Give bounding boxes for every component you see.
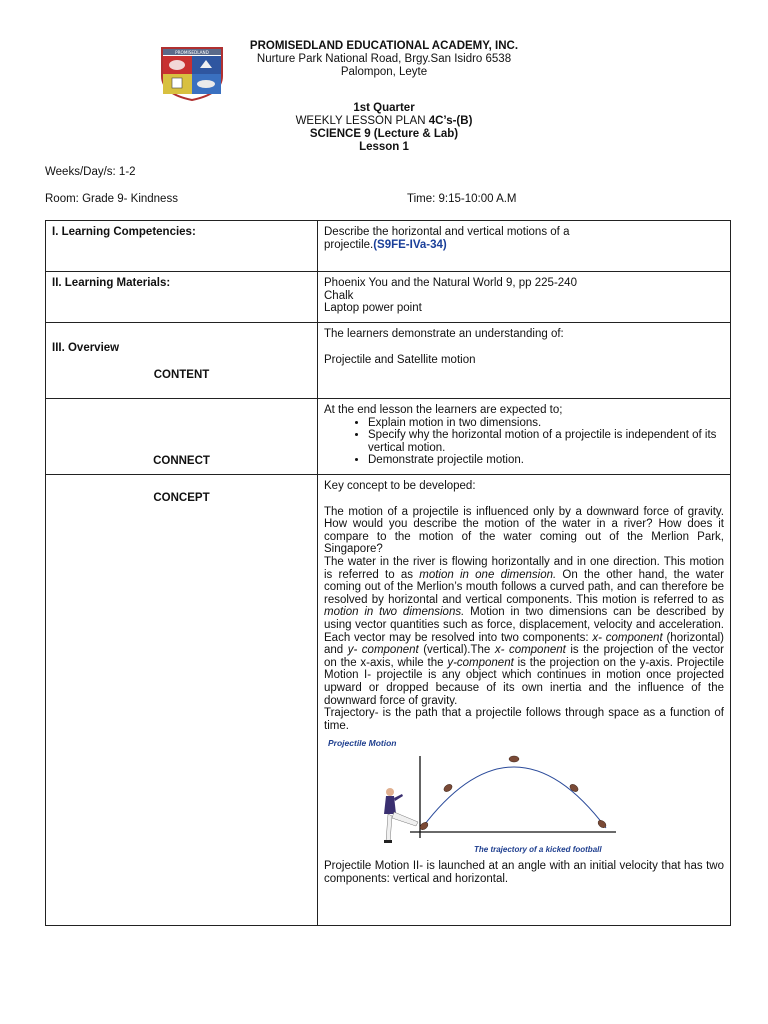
school-name: PROMISEDLAND EDUCATIONAL ACADEMY, INC. (249, 40, 519, 52)
row-competencies (46, 221, 731, 272)
overview-content: The learners demonstrate an understanding of: Projectile and Satellite motion (318, 323, 731, 399)
room: Room: Grade 9- Kindness (45, 193, 178, 205)
objective-item: • Specify why the horizontal motion of a projectile is independent of its vertical motion. (368, 429, 724, 454)
concept-content: Key concept to be developed: The motion of a projectile is influenced only by a downward force of gravity. How would you describe the motion of the water in a river? How does it compare to the motion of the water coming out of the Merlion Park, Singapore? The water in the river is flowing horizontally and in one direction. This motion is referred to as motion in one dimension. On the other hand, the water coming out of the Merlion’s mouth follows a curved path, and can therefore be resolved by horizontal and vertical components. This motion is referred to as motion in two dimensions. Motion in two dimensions can be described by using vector quantities such as force, displacement, velocity and acceleration. Each vector may be resolved into two components: x- component (horizontal) and y- component (vertical).The x- component is the projection of the vector on the x-axis, while the y-component is the projection on the y-axis. Projectile Motion I- projectile is any object which continues in motion once projected upward or dropped because of its own inertia and the influence of the downward force of gravity. Trajectory- is the path that a projectile follows through space as a function of time. Projectile Motion The trajectory of a kicked football Projectile Motion II- is launched at an angle with an initial velocity that has two components: vertical and horizontal. (318, 475, 731, 926)
content-label: CONTENT (153, 368, 210, 381)
weeks-days: Weeks/Day/s: 1-2 (45, 166, 136, 178)
materials-content (318, 272, 731, 323)
overview-label-cell (46, 323, 318, 399)
concept-label: CONCEPT (153, 492, 210, 504)
connect-label: CONNECT (153, 455, 210, 468)
row-overview (46, 323, 731, 399)
quarter: 1st Quarter (353, 102, 415, 114)
objective-item: • Explain motion in two dimensions. (368, 417, 724, 430)
subject: SCIENCE 9 (Lecture & Lab) (309, 128, 459, 140)
overview-label: III. Overview (52, 342, 120, 354)
time: Time: 9:15-10:00 A.M (407, 193, 517, 205)
school-address: Nurture Park National Road, Brgy.San Isidro 6538 (256, 53, 512, 65)
svg-text:PROMISEDLAND: PROMISEDLAND (175, 50, 209, 55)
figure-caption: The trajectory of a kicked football (474, 845, 602, 855)
concept-paragraph: Trajectory- is the path that a projectile follows through space as a function of time. (324, 707, 724, 732)
row-concept (46, 475, 731, 926)
kicker-figure (384, 788, 418, 843)
material-item: Laptop power point (324, 302, 422, 315)
materials-label: II. Learning Materials: (46, 272, 318, 323)
connect-label-cell (46, 399, 318, 475)
lesson-plan-table (45, 220, 731, 926)
concept-paragraph: The motion of a projectile is influenced only by a downward force of gravity. How would you describe the motion of the water in a river? How does it compare to the motion of the water coming out of the Merlion Park, Singapore? (324, 505, 724, 556)
objective-item: • Demonstrate projectile motion. (368, 454, 724, 467)
plan-title: WEEKLY LESSON PLAN 4C’s-(B) (295, 115, 473, 127)
competency-code: (S9FE-IVa-34) (373, 238, 447, 251)
row-connect (46, 399, 731, 475)
material-item: Phoenix You and the Natural World 9, pp 225-240 (324, 277, 577, 289)
concept-label-cell (46, 475, 318, 926)
figure-title: Projectile Motion (328, 738, 397, 749)
concept-paragraph: Projectile Motion II- is launched at an angle with an initial velocity that has two components: vertical and horizontal. (324, 860, 724, 885)
connect-content: At the end lesson the learners are expected to; • Explain motion in two dimensions. • Specify why the horizontal motion of a projectile is independent of its vertical motion. • Demonstrate projectile motion. (318, 399, 731, 475)
row-materials (46, 272, 731, 323)
competencies-label: I. Learning Competencies: (46, 221, 318, 272)
concept-paragraph: The water in the river is flowing horizontally and in one direction. This motion is referred to as motion in one dimension. On the other hand, the water coming out of the Merlion’s mouth follows a curved path, and can therefore be resolved by horizontal and vertical components. This motion is referred to as motion in two dimensions. Motion in two dimensions can be described by using vector quantities such as force, displacement, velocity and acceleration. Each vector may be resolved into two components: x- component (horizontal) and y- component (vertical).The x- component is the projection of the vector on the x-axis, while the y-component is the projection on the y-axis. Projectile Motion I- projectile is any object which continues in motion once projected upward or dropped because of its own inertia and the influence of the downward force of gravity. (324, 555, 725, 707)
projectile-motion-figure (324, 734, 624, 858)
lesson: Lesson 1 (359, 141, 409, 153)
competencies-content: Describe the horizontal and vertical motions of a projectile.(S9FE-IVa-34) (318, 221, 731, 272)
trajectory-curve (422, 767, 606, 828)
school-city: Palompon, Leyte (340, 66, 428, 78)
material-item: Chalk (324, 289, 354, 302)
